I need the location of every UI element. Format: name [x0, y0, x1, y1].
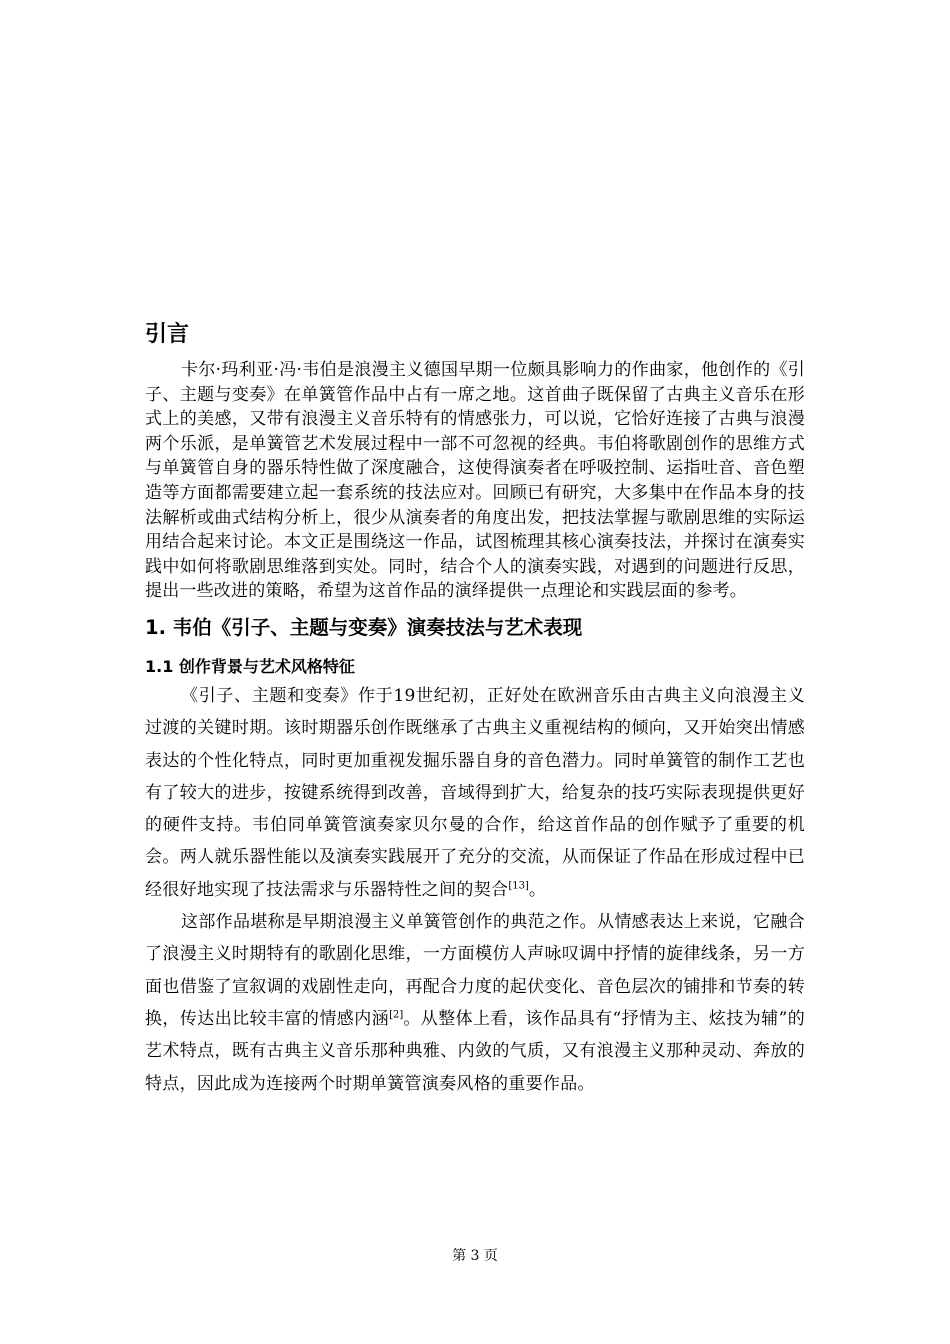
- page-content: [145, 320, 805, 1100]
- citation-ref: [2]: [389, 1009, 404, 1021]
- citation-ref: [13]: [508, 880, 529, 892]
- section-1-1-paragraph-2: [145, 906, 805, 1100]
- intro-paragraph: 卡尔·玛利亚·冯·韦伯是浪漫主义德国早期一位颇具影响力的作曲家，他创作的《引子、主题与变奏》在单簧管作品中占有一席之地。这首曲子既保留了古典主义音乐在形式上的美感，又带有浪漫主义音乐特有的情感张力，可以说，它恰好连接了古典与浪漫两个乐派，是单簧管艺术发展过程中一部不可忽视的经典。韦伯将歌剧创作的思维方式与单簧管自身的器乐特性做了深度融合，这使得演奏者在呼吸控制、运指吐音、音色塑造等方面都需要建立起一套系统的技法应对。回顾已有研究，大多集中在作品本身的技法解析或曲式结构分析上，很少从演奏者的角度出发，把技法掌握与歌剧思维的实际运用结合起来讨论。本文正是围绕这一作品，试图梳理其核心演奏技法，并探讨在演奏实践中如何将歌剧思维落到实处。同时，结合个人的演奏实践，对遇到的问题进行反思，提出一些改进的策略，希望为这首作品的演绎提供一点理论和实践层面的参考。: [145, 360, 805, 602]
- section-1-1-paragraph-1: [145, 680, 805, 906]
- intro-heading: 引言: [145, 322, 190, 347]
- section-1-1-heading: 1.1 创作背景与艺术风格特征: [145, 656, 355, 676]
- paragraph-text-end: 。: [528, 879, 547, 900]
- paragraph-text-end: 。从整体上看，该作品具有“抒情为主、炫技为辅”的艺术特点，既有古典主义音乐那种典雅、内敛的气质，又有浪漫主义那种灵动、奔放的特点，因此成为连接两个时期单簧管演奏风格的重要作品。: [145, 1008, 805, 1094]
- page-number: 第 3 页: [452, 1248, 498, 1264]
- paragraph-text: 这部作品堪称是早期浪漫主义单簧管创作的典范之作。从情感表达上来说，它融合了浪漫主义时期特有的歌剧化思维，一方面模仿人声咏叹调中抒情的旋律线条，另一方面也借鉴了宣叙调的戏剧性走向，再配合力度的起伏变化、音色层次的铺排和节奏的转换，传达出比较丰富的情感内涵: [145, 912, 805, 1029]
- paragraph-text: 《引子、主题和变奏》作于19世纪初，正好处在欧洲音乐由古典主义向浪漫主义过渡的关键时期。该时期器乐创作既继承了古典主义重视结构的倾向，又开始突出情感表达的个性化特点，同时更加重视发掘乐器自身的音色潜力。同时单簧管的制作工艺也有了较大的进步，按键系统得到改善，音域得到扩大，给复杂的技巧实际表现提供更好的硬件支持。韦伯同单簧管演奏家贝尔曼的合作，给这首作品的创作赋予了重要的机会。两人就乐器性能以及演奏实践展开了充分的交流，从而保证了作品在形成过程中已经很好地实现了技法需求与乐器特性之间的契合: [145, 685, 805, 900]
- section-1-heading: 1. 韦伯《引子、主题与变奏》演奏技法与艺术表现: [145, 615, 583, 639]
